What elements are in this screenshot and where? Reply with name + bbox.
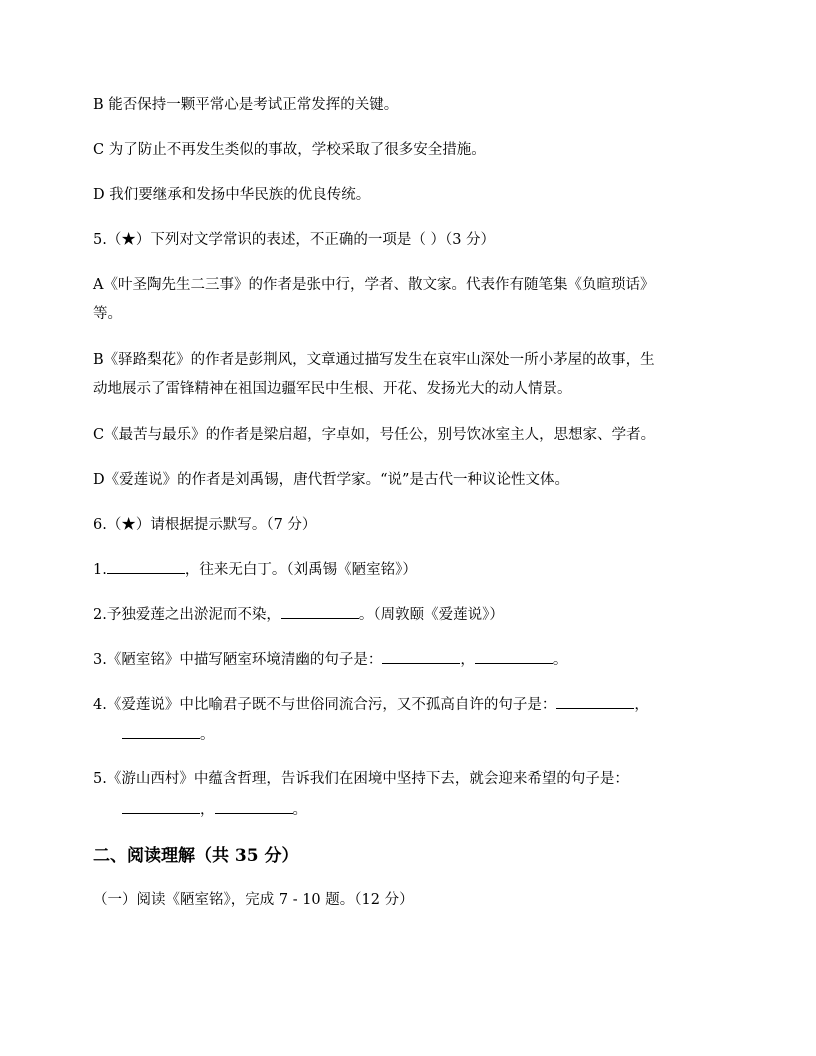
answer-blank[interactable] (382, 649, 460, 664)
q6-item-5-line2 (122, 799, 307, 820)
q6-item-2-text: 2.予独爱莲之出淤泥而不染， (93, 607, 281, 623)
q6-item-3-text: 3.《陋室铭》中描写陋室环境清幽的句子是： (93, 652, 383, 668)
answer-blank[interactable] (107, 559, 185, 574)
q6-item-2 (93, 604, 504, 625)
q5-option-a-line2: 等。 (93, 306, 122, 322)
question-6: 6.（★）请根据提示默写。（7 分） (93, 517, 317, 533)
option-b-text: B 能否保持一颗平常心是考试正常发挥的关键。 (93, 97, 399, 113)
q6-item-3 (93, 649, 567, 670)
q5-option-b-line2: 动地展示了雷锋精神在祖国边疆军民中生根、开花、发扬光大的动人情景。 (93, 381, 572, 397)
q6-item-1-text: ，往来无白丁。（刘禹锡《陋室铭》） (184, 562, 417, 578)
q6-item-4-line1 (93, 694, 649, 715)
comma: ， (634, 697, 649, 713)
q6-item-1-prefix: 1. (93, 562, 107, 578)
comma: ， (200, 802, 215, 818)
answer-blank[interactable] (556, 694, 634, 709)
q5-option-b-line1: B《驿路梨花》的作者是彭荆风，文章通过描写发生在哀牢山深处一所小茅屋的故事，生 (93, 352, 655, 368)
answer-blank[interactable] (281, 604, 359, 619)
q5-option-c: C《最苦与最乐》的作者是梁启超，字卓如，号任公，别号饮冰室主人，思想家、学者。 (93, 427, 656, 443)
reading-subsection-1: （一）阅读《陋室铭》，完成 7 - 10 题。（12 分） (93, 892, 414, 908)
comma: ， (460, 652, 475, 668)
section-heading: 二、阅读理解（共 35 分） (93, 846, 299, 866)
q6-item-5-line1: 5.《游山西村》中蕴含哲理，告诉我们在困境中坚持下去，就会迎来希望的句子是： (93, 771, 629, 787)
period: 。 (200, 727, 215, 743)
period: 。 (552, 652, 568, 668)
q6-item-4-line2 (122, 724, 215, 745)
answer-blank[interactable] (122, 724, 200, 739)
answer-blank[interactable] (122, 799, 200, 814)
option-c-text: C 为了防止不再发生类似的事故，学校采取了很多安全措施。 (93, 142, 486, 158)
q6-item-2-suffix: 。（周敦颐《爱莲说》） (358, 607, 504, 623)
q6-item-4-text: 4.《爱莲说》中比喻君子既不与世俗同流合污，又不孤高自许的句子是： (93, 697, 557, 713)
q6-item-1 (93, 559, 417, 580)
q5-option-d: D《爱莲说》的作者是刘禹锡，唐代哲学家。“说”是古代一种议论性文体。 (93, 472, 569, 488)
question-5: 5.（★）下列对文学常识的表述，不正确的一项是（ ）（3 分） (93, 232, 496, 248)
answer-blank[interactable] (215, 799, 293, 814)
answer-blank[interactable] (475, 649, 553, 664)
period: 。 (292, 802, 307, 818)
option-d-text: D 我们要继承和发扬中华民族的优良传统。 (93, 187, 371, 203)
q5-option-a-line1: A《叶圣陶先生二三事》的作者是张中行，学者、散文家。代表作有随笔集《负暄琐话》 (93, 277, 655, 293)
